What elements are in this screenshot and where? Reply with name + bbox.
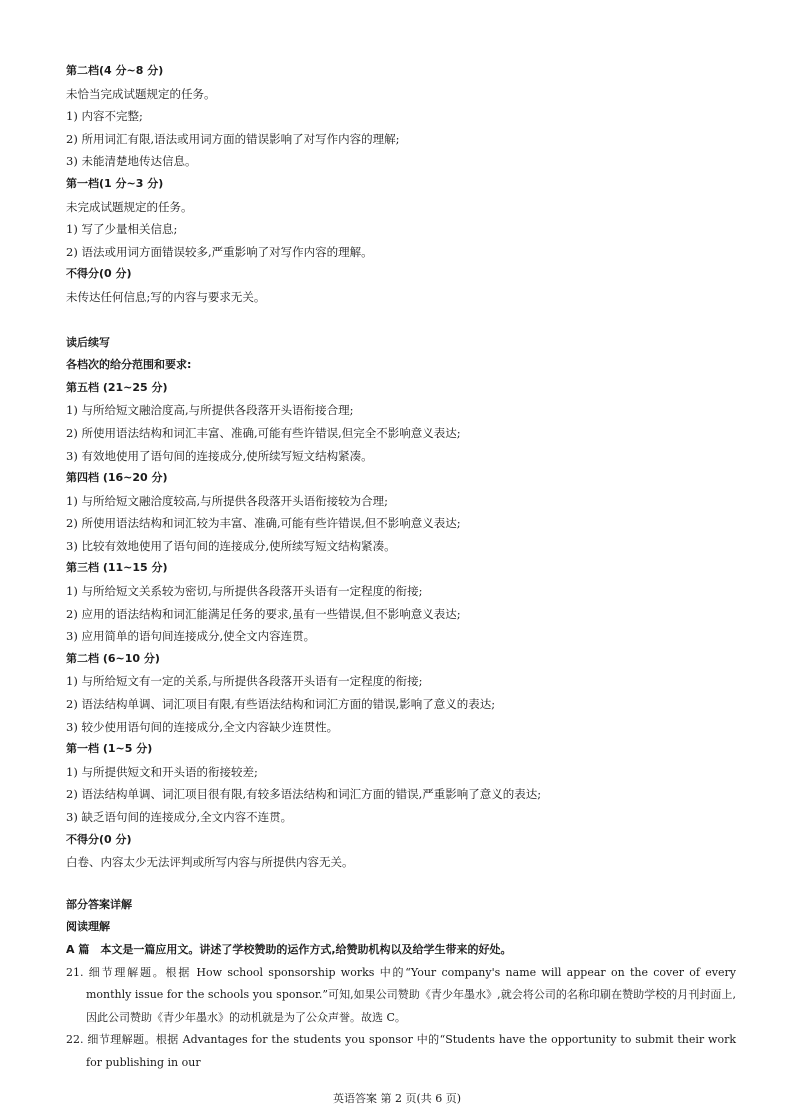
criteria-line: 2) 所使用语法结构和词汇较为丰富、准确,可能有些许错误,但不影响意义表达; [66,516,461,531]
grade-heading: 第五档 (21~25 分) [66,380,168,394]
criteria-line: 1) 与所给短文有一定的关系,与所提供各段落开头语有一定程度的衔接; [66,674,423,689]
answers-title: 部分答案详解 [66,897,132,911]
grade-heading: 第一档(1 分~3 分) [66,176,164,190]
criteria-line: 2) 应用的语法结构和词汇能满足任务的要求,虽有一些错误,但不影响意义表达; [66,606,461,621]
criteria-line: 3) 有效地使用了语句间的连接成分,使所续写短文结构紧凑。 [66,448,373,463]
criteria-line: 未传达任何信息;写的内容与要求无关。 [66,289,266,304]
criteria-line: 未完成试题规定的任务。 [66,199,193,214]
question-21-explanation: 21. 细节理解题。根据 How school sponsorship works 中的“Your company's name will appear on the cover of every monthly issue for the schools you sponsor.”可知,如果公司赞助《青少年墨水》,就会将公司的名称印刷在赞助学校的月刊封面上,因此公司赞助《青少年墨水》的动机就是为了公众声誉。故选 C。 [66,965,736,1024]
criteria-line: 2) 所用词汇有限,语法或用词方面的错误影响了对写作内容的理解; [66,131,400,146]
continuation-subtitle: 各档次的给分范围和要求: [66,358,192,372]
spacer [66,874,736,894]
grade-heading: 不得分(0 分) [66,267,132,281]
grade-heading: 不得分(0 分) [66,832,132,846]
question-22-explanation: 22. 细节理解题。根据 Advantages for the students you sponsor 中的“Students have the opportunity to submit their work for publishing in our [66,1033,736,1069]
reading-title: 阅读理解 [66,920,110,934]
grade-heading: 第二档 (6~10 分) [66,651,160,665]
criteria-line: 白卷、内容太少无法评判或所写内容与所提供内容无关。 [66,855,354,870]
grade-heading: 第四档 (16~20 分) [66,471,168,485]
essay-scoring-section [66,60,736,309]
grade-heading: 第二档(4 分~8 分) [66,64,164,77]
grade-heading: 第三档 (11~15 分) [66,561,168,575]
spacer [66,309,736,332]
criteria-line: 未恰当完成试题规定的任务。 [66,86,216,101]
criteria-line: 2) 语法或用词方面错误较多,严重影响了对写作内容的理解。 [66,244,373,259]
criteria-line: 3) 较少使用语句间的连接成分,全文内容缺少连贯性。 [66,719,339,734]
grade-heading: 第一档 (1~5 分) [66,742,153,756]
continuation-title: 读后续写 [66,335,110,349]
page-footer: 英语答案 第 2 页(共 6 页) [332,1092,462,1105]
criteria-line: 1) 内容不完整; [66,109,143,124]
criteria-line: 1) 与所给短文融洽度高,与所提供各段落开头语衔接合理; [66,403,354,418]
criteria-line: 2) 语法结构单调、词汇项目有限,有些语法结构和词汇方面的错误,影响了意义的表达; [66,697,496,712]
continuation-scoring-section [66,377,736,874]
criteria-line: 3) 比较有效地使用了语句间的连接成分,使所续写短文结构紧凑。 [66,538,396,553]
criteria-line: 3) 缺乏语句间的连接成分,全文内容不连贯。 [66,810,293,824]
criteria-line: 1) 与所给短文关系较为密切,与所提供各段落开头语有一定程度的衔接; [66,584,423,599]
passage-a-summary: A 篇 本文是一篇应用文。讲述了学校赞助的运作方式,给赞助机构以及给学生带来的好处。 [66,942,512,956]
document-page [66,60,736,1069]
criteria-line: 1) 与所给短文融洽度较高,与所提供各段落开头语衔接较为合理; [66,493,388,508]
criteria-line: 3) 应用简单的语句间连接成分,使全文内容连贯。 [66,629,316,644]
criteria-line: 3) 未能清楚地传达信息。 [66,154,197,169]
criteria-line: 2) 语法结构单调、词汇项目很有限,有较多语法结构和词汇方面的错误,严重影响了意义的表达; [66,787,542,802]
criteria-line: 1) 写了少量相关信息; [66,222,178,237]
criteria-line: 1) 与所提供短文和开头语的衔接较差; [66,764,258,779]
criteria-line: 2) 所使用语法结构和词汇丰富、准确,可能有些许错误,但完全不影响意义表达; [66,425,461,440]
